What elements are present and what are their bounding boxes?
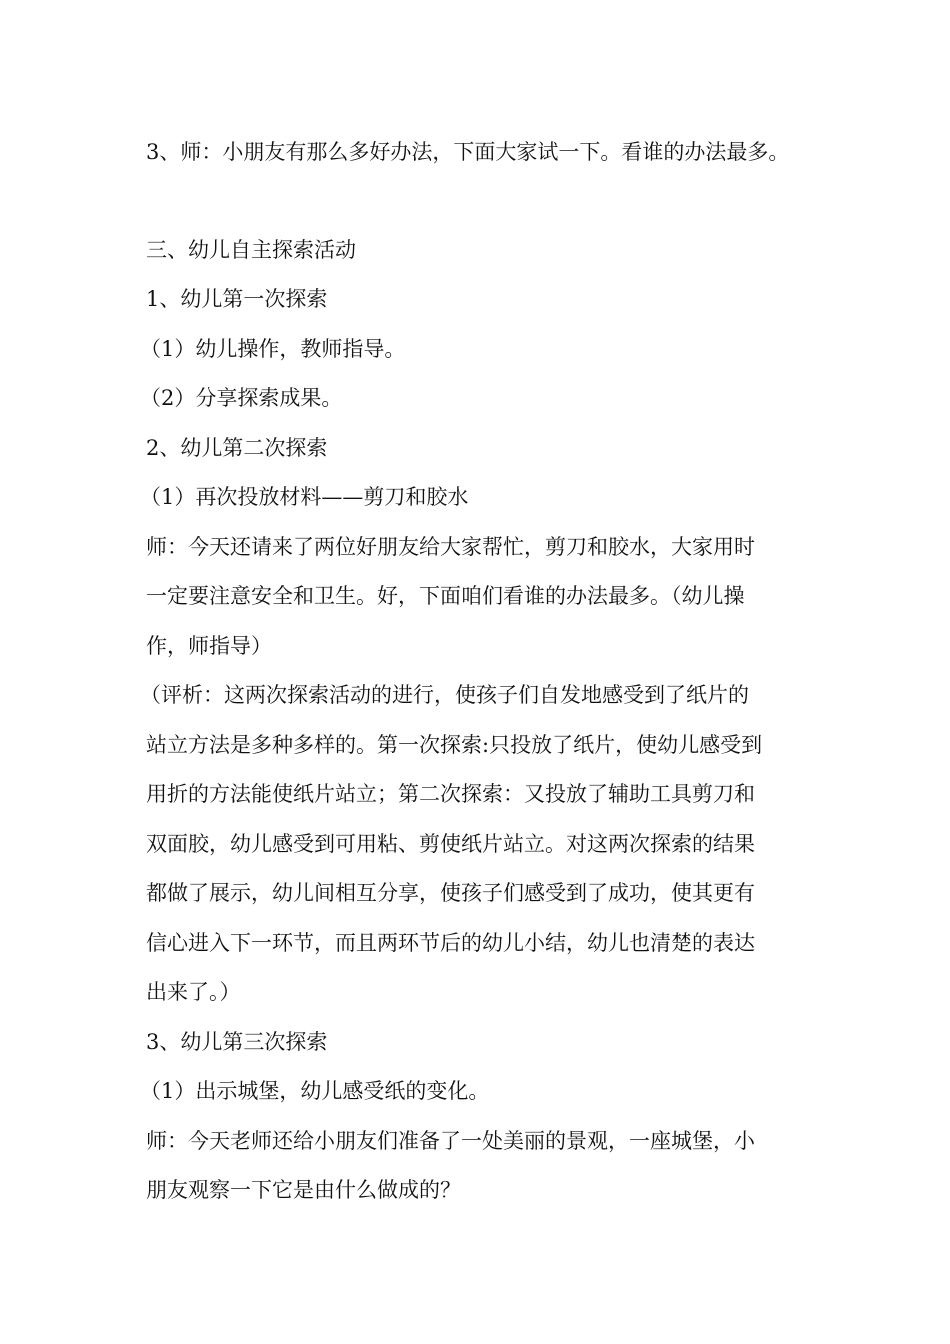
paragraph-line: 3、师：小朋友有那么多好办法，下面大家试一下。看谁的办法最多。	[146, 140, 790, 164]
list-item: （1）幼儿操作，教师指导。	[140, 336, 406, 361]
paragraph-gap	[146, 184, 826, 232]
paragraph-line: 站立方法是多种多样的。第一次探索:只投放了纸片，使幼儿感受到	[146, 732, 763, 757]
paragraph-line: 师：今天还请来了两位好朋友给大家帮忙，剪刀和胶水，大家用时	[146, 534, 755, 559]
document-body	[140, 134, 826, 1222]
paragraph-line: 朋友观察一下它是由什么做成的？	[146, 1178, 461, 1202]
paragraph-line: 都做了展示，幼儿间相互分享，使孩子们感受到了成功，使其更有	[146, 881, 755, 905]
paragraph-line: 一定要注意安全和卫生。好，下面咱们看谁的办法最多。（幼儿操	[146, 584, 745, 608]
paragraph-line: 出来了。）	[146, 980, 241, 1004]
paragraph-line: 用折的方法能使纸片站立；第二次探索：又投放了辅助工具剪刀和	[146, 782, 755, 806]
paragraph-line: 作，师指导）	[146, 633, 272, 658]
paragraph-line: 信心进入下一环节，而且两环节后的幼儿小结，幼儿也清楚的表达	[146, 930, 755, 955]
section-heading: 三、幼儿自主探索活动	[146, 237, 356, 262]
subsection-heading: 2、幼儿第二次探索	[146, 435, 328, 460]
paragraph-line: 双面胶，幼儿感受到可用粘、剪使纸片站立。对这两次探索的结果	[146, 831, 755, 856]
paragraph-line: （评析：这两次探索活动的进行，使孩子们自发地感受到了纸片的	[140, 683, 749, 707]
subsection-heading: 3、幼儿第三次探索	[146, 1029, 328, 1054]
list-item: （1）出示城堡，幼儿感受纸的变化。	[140, 1079, 490, 1103]
paragraph-line: 师：今天老师还给小朋友们准备了一处美丽的景观，一座城堡，小	[146, 1128, 755, 1153]
subsection-heading: 1、幼儿第一次探索	[146, 287, 328, 311]
list-item: （1）再次投放材料——剪刀和胶水	[140, 485, 469, 509]
list-item: （2）分享探索成果。	[140, 386, 343, 410]
